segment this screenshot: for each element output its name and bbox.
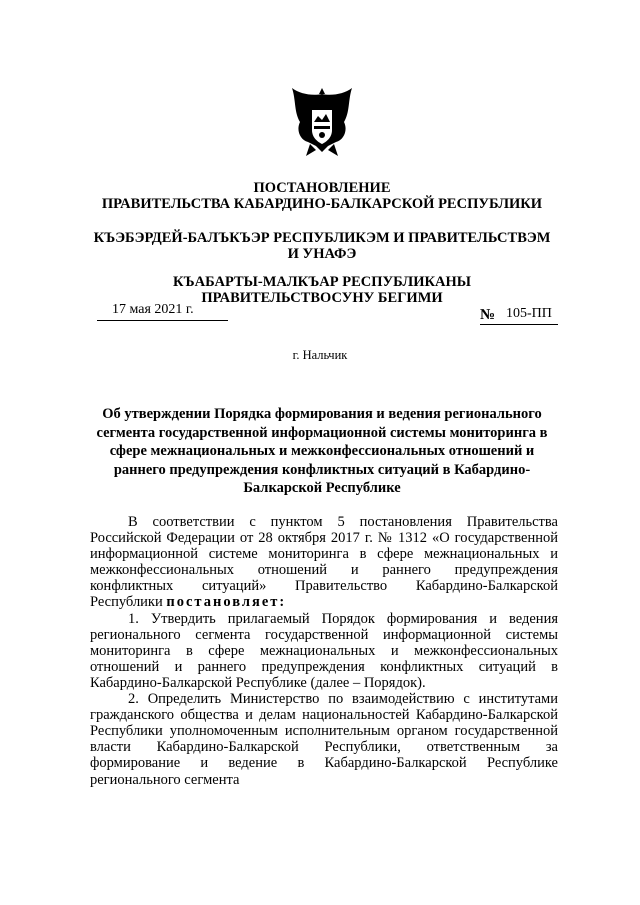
heading-line-2: ПРАВИТЕЛЬСТВА КАБАРДИНО-БАЛКАРСКОЙ РЕСПУБЛИКИ [101,196,543,212]
heading-line-1: ПОСТАНОВЛЕНИЕ [253,180,391,196]
decree-date: 17 мая 2021 г. [112,302,194,317]
number-underline [480,324,558,325]
decree-number: 105-ПП [506,306,552,321]
decree-verb: постановляет: [166,594,287,611]
heading-kabardian: КЪЭБЭРДЕЙ-БАЛЪКЪЭР РЕСПУБЛИКЭМ И ПРАВИТЕЛЬСТВЭМ И УНАФЭ [93,230,551,262]
number-sign: № [480,307,496,323]
preamble-text: В соответствии с пунктом 5 постановления Правительства Российской Федерации от 28 октября 2017 г. № 1312 «О государственной информационной системе мониторинга в сфере межнациональных и межконфессиональных отношений и раннего предупреждения конфликтных ситуаций» Правительство Кабардино-Балкарской Республики [90,514,558,611]
document-body [90,514,558,788]
paragraph-preamble [90,514,558,611]
coat-of-arms-icon [290,86,354,160]
document-title: Об утверждении Порядка формирования и ведения регионального сегмента государственной информационной системы мониторинга в сфере межнациональных и межконфессиональных отношений и раннего предупреждения конфликтных ситуаций в Кабардино-Балкарской Республике [96,406,548,496]
heading-balkar: КЪАБАРТЫ-МАЛКЪАР РЕСПУБЛИКАНЫ ПРАВИТЕЛЬСТВОСУНУ БЕГИМИ [173,274,471,306]
city: г. Нальчик [292,348,348,362]
decree-heading [90,180,554,212]
paragraph-1: 1. Утвердить прилагаемый Порядок формирования и ведения регионального сегмента государственной информационной системы мониторинга в сфере межнациональных и межконфессиональных отношений и раннего предупреждения конфликтных ситуаций в Кабардино-Балкарской Республике (далее – Порядок). [90,610,558,691]
date-underline [97,320,228,321]
paragraph-2: 2. Определить Министерство по взаимодействию с институтами гражданского общества и делам национальностей Кабардино-Балкарской Республики уполномоченным исполнительным органом государственной власти Кабардино-Балкарской Республики, ответственным за формирование и ведение в Кабардино-Балкарской Республике регионального сегмента [90,691,558,788]
